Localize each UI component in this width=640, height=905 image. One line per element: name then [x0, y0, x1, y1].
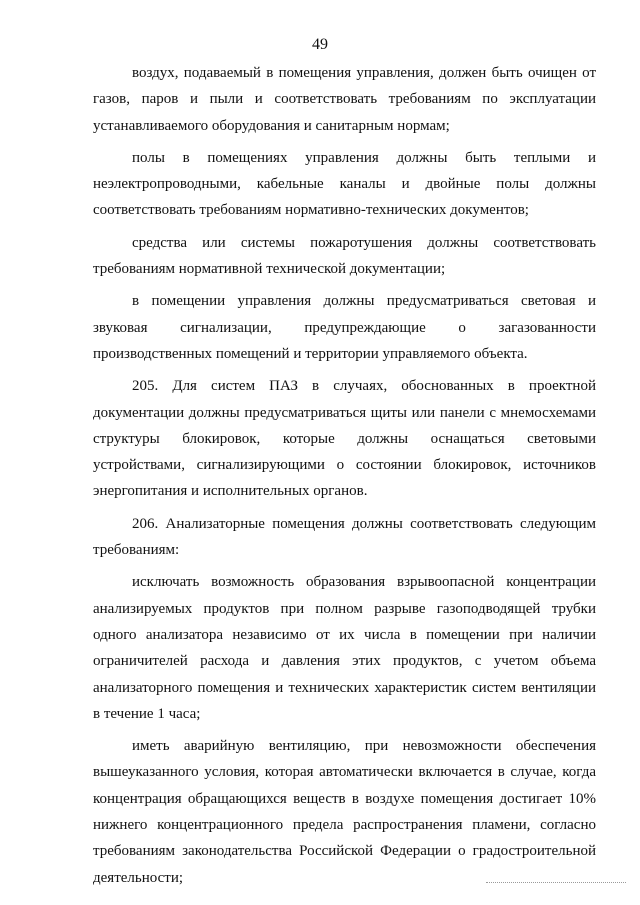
paragraph-alarm-signalling: в помещении управления должны предусматриваться световая и звуковая сигнализации, предупреждающие о загазованности производственных помещений и территории управляемого объекта.: [93, 293, 596, 362]
paragraph-emergency-ventilation: иметь аварийную вентиляцию, при невозможности обеспечения вышеуказанного условия, которая автоматически включается в случае, когда концентрация обращающихся веществ в воздухе помещения достигает 10% нижнего концентрационного предела распространения пламени, согласно требованиям законодательства Российской Федерации о градостроительной деятельности;: [93, 738, 596, 886]
paragraph-air-supply: воздух, подаваемый в помещения управления, должен быть очищен от газов, паров и пыли и соответствовать требованиям по эксплуатации устанавливаемого оборудования и санитарным нормам;: [93, 65, 596, 134]
paragraph-fire-extinguishing: средства или системы пожаротушения должны соответствовать требованиям нормативной технической документации;: [93, 234, 596, 278]
document-body: [93, 60, 596, 897]
paragraph-floors: полы в помещениях управления должны быть теплыми и неэлектропроводными, кабельные каналы и двойные полы должны соответствовать требованиям нормативно-технических документов;: [93, 149, 596, 219]
paragraph-206-analyzer-rooms: 206. Анализаторные помещения должны соответствовать следующим требованиям:: [93, 515, 596, 559]
paragraph-205-paz-panels: 205. Для систем ПАЗ в случаях, обоснованных в проектной документации должны предусматриваться щиты или панели с мнемосхемами структуры блокировок, которые должны оснащаться световыми устройствами, сигнализирующими о состоянии блокировок, источников энергопитания и исполнительных органов.: [93, 378, 596, 500]
paragraph-concentration-exclusion: исключать возможность образования взрывоопасной концентрации анализируемых продуктов при полном разрыве газоподводящей трубки одного анализатора независимо от их числа в помещении при наличии ограничителей расхода и давления этих продуктов, с учетом объема анализаторного помещения и технических характеристик систем вентиляции в течение 1 часа;: [93, 574, 596, 722]
scan-edge-mark: [486, 882, 626, 883]
page-number: 49: [312, 36, 328, 53]
